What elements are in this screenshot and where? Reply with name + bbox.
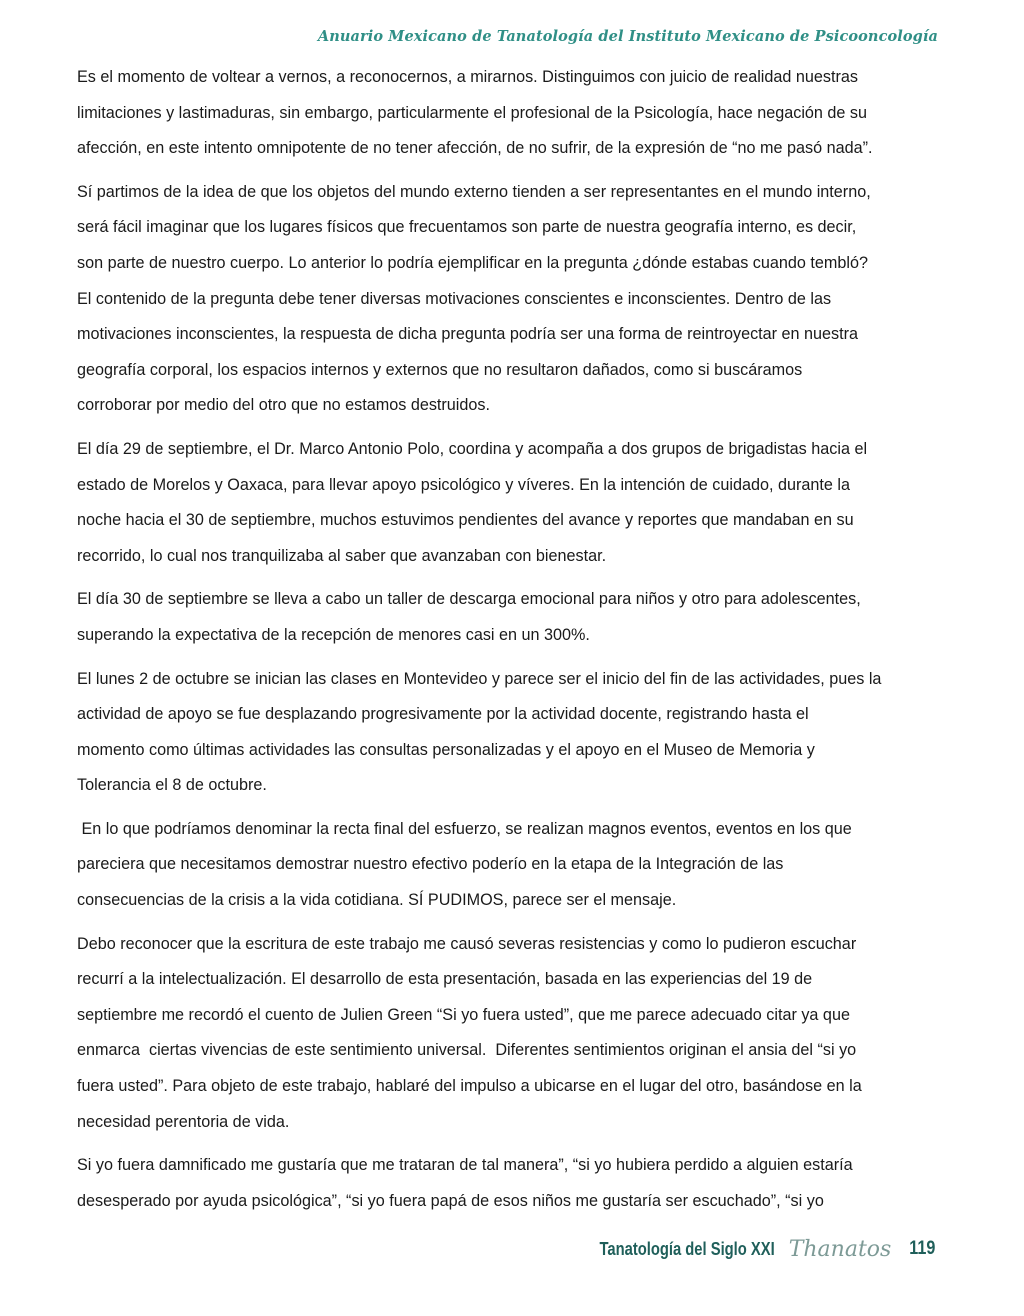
text-line: superando la expectativa de la recepción de menores casi en un 300%. [77, 625, 590, 644]
paragraph [77, 812, 977, 919]
article-body [77, 60, 977, 1227]
text-line: Tolerancia el 8 de octubre. [77, 776, 267, 795]
journal-title: Tanatología del Siglo XXI [599, 1238, 775, 1259]
paragraph [77, 927, 977, 1141]
thanatos-logo: Thanatos [788, 1236, 892, 1262]
text-line: geografía corporal, los espacios internos y externos que no resultaron dañados, como si buscáramos [77, 360, 803, 379]
text-line: necesidad perentoria de vida. [77, 1112, 290, 1131]
paragraph [77, 175, 977, 424]
running-header: Anuario Mexicano de Tanatología del Instituto Mexicano de Psicooncología [317, 28, 938, 45]
text-line: consecuencias de la crisis a la vida cotidiana. SÍ PUDIMOS, parece ser el mensaje. [77, 891, 677, 910]
page-footer [561, 1234, 938, 1264]
text-line: actividad de apoyo se fue desplazando progresivamente por la actividad docente, registrando hasta el [77, 705, 809, 724]
text-line: Debo reconocer que la escritura de este trabajo me causó severas resistencias y como lo pudieron escuchar [77, 934, 857, 953]
text-line: son parte de nuestro cuerpo. Lo anterior lo podría ejemplificar en la pregunta ¿dónde estabas cuando tembló? [77, 253, 868, 272]
text-line: limitaciones y lastimaduras, sin embargo, particularmente el profesional de la Psicología, hace negación de su [77, 103, 868, 122]
text-line: desesperado por ayuda psicológica”, “si yo fuera papá de esos niños me gustaría ser escuchado”, “si yo [77, 1191, 824, 1210]
paragraph [77, 1148, 977, 1219]
text-line: noche hacia el 30 de septiembre, muchos estuvimos pendientes del avance y reportes que mandaban en su [77, 511, 854, 530]
text-line: recurrí a la intelectualización. El desarrollo de esta presentación, basada en las experiencias del 19 de [77, 970, 813, 989]
text-line: fuera usted”. Para objeto de este trabajo, hablaré del impulso a ubicarse en el lugar del otro, basándose en la [77, 1077, 862, 1096]
text-line: Es el momento de voltear a vernos, a reconocernos, a mirarnos. Distinguimos con juicio de realidad nuestras [77, 68, 858, 86]
text-line: septiembre me recordó el cuento de Julien Green “Si yo fuera usted”, que me parece adecuado citar ya que [77, 1005, 850, 1024]
paragraph [77, 432, 977, 574]
text-line: afección, en este intento omnipotente de no tener afección, de no sufrir, de la expresión de “no me pasó nada”. [77, 139, 873, 158]
text-line: enmarca ciertas vivencias de este sentimiento universal. Diferentes sentimientos originan el ansia del “si yo [77, 1041, 857, 1060]
text-line: El contenido de la pregunta debe tener diversas motivaciones conscientes e inconscientes. Dentro de las [77, 289, 832, 308]
paragraph [77, 60, 977, 167]
paragraph [77, 582, 977, 653]
text-line: será fácil imaginar que los lugares físicos que frecuentamos son parte de nuestra geografía interno, es decir, [77, 218, 857, 237]
text-line: recorrido, lo cual nos tranquilizaba al saber que avanzaban con bienestar. [77, 546, 607, 565]
text-line: corroborar por medio del otro que no estamos destruidos. [77, 396, 491, 415]
text-line: pareciera que necesitamos demostrar nuestro efectivo poderío en la etapa de la Integración de las [77, 855, 784, 874]
text-line: El lunes 2 de octubre se inician las clases en Montevideo y parece ser el inicio del fin de las actividades, pues la [77, 669, 882, 688]
text-line: Si yo fuera damnificado me gustaría que me trataran de tal manera”, “si yo hubiera perdido a alguien estaría [77, 1156, 853, 1175]
paragraph [77, 662, 977, 804]
text-line: Sí partimos de la idea de que los objetos del mundo externo tienden a ser representantes en el mundo interno, [77, 182, 871, 201]
text-line: El día 30 de septiembre se lleva a cabo un taller de descarga emocional para niños y otro para adolescentes, [77, 590, 861, 609]
text-line: estado de Morelos y Oaxaca, para llevar apoyo psicológico y víveres. En la intención de cuidado, durante la [77, 475, 850, 494]
text-line: motivaciones inconscientes, la respuesta de dicha pregunta podría ser una forma de reintroyectar en nuestra [77, 325, 859, 344]
text-line: En lo que podríamos denominar la recta final del esfuerzo, se realizan magnos eventos, eventos en los que [77, 819, 852, 838]
text-line: El día 29 de septiembre, el Dr. Marco Antonio Polo, coordina y acompaña a dos grupos de brigadistas hacia el [77, 439, 868, 458]
page-number: 119 [909, 1238, 936, 1259]
text-line: momento como últimas actividades las consultas personalizadas y el apoyo en el Museo de Memoria y [77, 740, 815, 759]
